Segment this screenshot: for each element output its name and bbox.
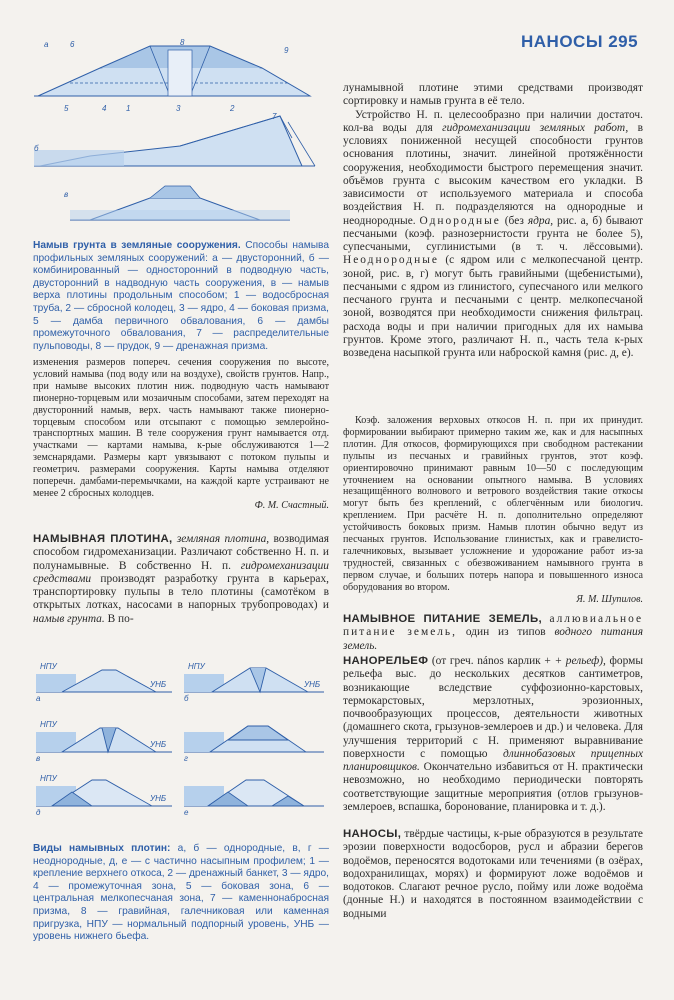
article-text-plotina-2: производят разработку грунта в карьерах, транспортировку пульпы в тело плотины (самотёком в открытых лотках, насосами в напорных трубопроводах) и xyxy=(33,572,329,612)
panel-b xyxy=(34,116,315,166)
fig1-num-4: 4 xyxy=(102,104,107,113)
figure-dam-types xyxy=(32,656,332,832)
fig1-num-9: 9 xyxy=(284,46,289,55)
article-text-nanosy: твёрдые частицы, к-рые образуются в результате эрозии поверхности водосборов, русл и абразии берегов водоёмов, переносятся водотоками или течениями (в озёрах, водохранилищах, морях) и формируют ложе водоёмов и водотоков. Слагают речное русло, пойму или ложе водоёма (донные Н.) и находятся в постоянном взаимодействии с водными xyxy=(343,828,643,920)
fig1-num-7: 7 xyxy=(272,112,277,121)
left-column-text xyxy=(33,357,329,512)
right-p3e: (с ядром или с мелкопесчаной центр. зоной, рис. в, г) могут быть гравийными (щебенистыми), песчаными с ядром из глинистого, супесчаного или мелкого песчаного грунта и песчаными с центр. мелкопесчаной зоной, возводятся при необходимости снижения фильтрац. расхода воды и при наличии пригодных для их намыва грунтов. Кроме этого, различают Н. п., часть тела к-рых возведена насыпкой грунта или наброской камня (рис. д, е). xyxy=(343,254,644,359)
fig2-label-npu-3: НПУ xyxy=(40,720,57,729)
article-pitanie-zemel xyxy=(343,613,643,653)
fig1-num-8: 8 xyxy=(180,38,185,47)
fig2-label-unb-1: УНБ xyxy=(150,680,167,689)
link-namyv-grunta[interactable]: намыв грунта. xyxy=(33,612,105,625)
fig1-num-3: 3 xyxy=(176,104,181,113)
fig2-label-unb-2: УНБ xyxy=(304,680,321,689)
figure-namyv-drawing xyxy=(30,38,330,234)
article-namyvnaya-plotina xyxy=(33,533,329,626)
article-text-plotina-1: возводимая способом гидромеханизации. Различают собственно Н. п. и полунамывные. В собственно Н. п. xyxy=(33,533,329,572)
article-head-nanorelief: НАНОРЕЛЬЕФ xyxy=(343,655,429,667)
fig1-label-a: а xyxy=(44,40,49,49)
fig1-num-1: 1 xyxy=(126,104,131,113)
right-p1: лунамывной плотине этими средствами производят сортировку и намыв грунта в её тело. xyxy=(343,82,643,108)
caption-dam-types xyxy=(33,843,329,944)
signature-shupilov: Я. М. Шупилов. xyxy=(576,593,643,605)
right-p2b: в условиях пониженной несущей способности грунтов основания плотины, значит. линейной протяжённости сооружения, необходимости быстрого перемещения значит. объёмов грунта с высоким качеством его укладки. В зависимости от используемого материала и способа воздействия Н. п. подразделяются на однородные и неоднородные. xyxy=(343,121,643,227)
link-vodnogo-pitaniya[interactable]: водного питания земель. xyxy=(343,626,643,652)
article-alt-pitanie: аллювиальное питание земель, xyxy=(343,613,643,639)
fig2-label-v: в xyxy=(36,754,41,763)
article-text-plotina-3: В по- xyxy=(107,612,134,625)
article-nanosy xyxy=(343,828,643,921)
page-header xyxy=(521,32,638,52)
fig2-label-b: б xyxy=(184,694,189,703)
article-head-nanosy: НАНОСЫ, xyxy=(343,828,402,840)
right-column xyxy=(343,82,643,360)
fig2-label-npu-4: НПУ xyxy=(40,774,57,783)
caption-namyv-title: Намыв грунта в земляные сооружения. xyxy=(33,240,241,251)
panel-v xyxy=(70,186,290,220)
article-nanorelief xyxy=(343,655,643,814)
right-p3d: Неоднородные xyxy=(343,254,439,267)
right-p4: Коэф. заложения верховых откосов Н. п. при их принудит. формировании выбирают примерно таким же, как и для насыпных плотин. Для откосов, формирующихся при свободном растекании пульпы из песчаных и гравийных грунтов, этот коэф. ориентировочно принимают равным 10—50 с последующим уточнением на основании опытного намыва. В условиях незащищённого волнового и ветрового воздействия такие откосы могут быть без креплений, с облегчённым или биологич. креплением. При расчёте Н. п. дополнительно определяют устойчивость боковых призм. Намыв плотин обычно ведут из песчаных грунтов. Использование глинистых, как и гравелисто-галечниковых, вызывает усложнение и удорожание работ из-за трудностей, связанных с обезвоживанием намывного грунта в первом случае, и больших потерь напора и повышенного износа оборудования во втором. xyxy=(343,415,643,593)
right-p2a: Устройство Н. п. целесообразно при наличии достаточ. кол-ва воды для xyxy=(343,108,643,134)
article-head-pitanie: НАМЫВНОЕ ПИТАНИЕ ЗЕМЕЛЬ, xyxy=(343,613,542,625)
fig1-label-b: б xyxy=(34,144,39,153)
right-p3b: (без xyxy=(504,214,524,227)
right-column-small xyxy=(343,415,643,606)
fig2-label-npu-2: НПУ xyxy=(188,662,205,671)
fig2-label-unb-4: УНБ xyxy=(150,794,167,803)
article-alt-plotina: земляная плотина, xyxy=(176,533,270,545)
article-head-plotina: НАМЫВНАЯ ПЛОТИНА, xyxy=(33,533,173,545)
fig1-num-6: 6 xyxy=(70,40,75,49)
fig1-label-v: в xyxy=(64,190,69,199)
page-header-title: НАНОСЫ xyxy=(521,32,603,51)
figure-dam-types-drawing xyxy=(32,656,332,832)
fig2-label-e: е xyxy=(184,808,189,817)
article-text-nanorelief-1: (от греч. nános карлик + xyxy=(431,655,551,667)
link-gidromekhanizatsii[interactable]: гидромеханизации средствами xyxy=(33,559,329,585)
fig2-label-a: а xyxy=(36,694,41,703)
fig1-num-2: 2 xyxy=(230,104,235,113)
right-p3c: рис. а, б) бывают песчаными (коэф. разнозернистости грунта не более 5), супесчаными, суглинистыми (в т. ч. лёссовыми). xyxy=(343,214,643,253)
caption-dam-types-title: Виды намывных плотин: xyxy=(33,843,171,854)
left-paragraph: изменения размеров попереч. сечения сооружения по высоте, условий намыва (под воду или на воздухе), свойств грунтов. Напр., при намыве высоких плотин ниж. подводную часть намывают пионерно-торцевым или мозаичным способами, затем переходят на двусторонний намыв, верх. часть намывают также пионерно-торцевым способом или отсыпают с помощью землеройно-транспортных машин. В теле сооружения грунт намывается отд. участками — картами намыва, к-рые обслуживаются 1—2 земснарядами. Размеры карт увязывают с потоком пульпы и геометрич. размерами сооружения. Карты намыва отделяют поперечн. дамбами-перемычками, на каждой карте устраивают не менее 2 сбросных колодцев. xyxy=(33,357,329,499)
panel-a xyxy=(34,46,310,96)
caption-dam-types-text: а, б — однородные, в, г — неоднородные, д, е — с частично насыпным профилем; 1 — крепление верхнего откоса, 2 — дренажный банкет, 3 — ядро, 4 — промежуточная зона, 5 — боковая зона, 6 — центральная мелкопесчаная зона, 7 — каменнонабросная призма, 8 — гравийная, галечниковая или каменная пригрузка, НПУ — нормальный подпорный уровень, УНБ — уровень нижнего бьефа. xyxy=(33,843,329,943)
fig2-label-g: г xyxy=(184,754,188,763)
fig1-num-5: 5 xyxy=(64,104,69,113)
page-number: 295 xyxy=(608,32,639,51)
fig2-label-npu-1: НПУ xyxy=(40,662,57,671)
caption-namyv-text: Способы намыва профильных земляных сооружений: а — двусторонний, б — комбинированный — односторонний в подводную часть, двусторонний в надводную часть сооружения, в — намыв верха плотины продольным способом; 1 — водосбросная труба, 2 — сбросной колодец, 3 — ядро, 4 — боковая призма, 5 — дамба первичного обвалования, 6 — дамбы промежуточного обвалования, 7 — распределительные пульповоды, 8 — прудок, 9 — дренажная призма. xyxy=(33,240,329,352)
figure-namyv-cross-sections xyxy=(30,38,330,234)
link-gidromekh-zemlyanykh-rabot[interactable]: гидромеханизации земляных работ, xyxy=(442,121,629,134)
link-yadra[interactable]: ядра, xyxy=(527,214,554,227)
link-relief[interactable]: + рельеф), xyxy=(554,655,606,667)
fig2-label-unb-3: УНБ xyxy=(150,740,167,749)
fig2-label-d: д xyxy=(36,808,41,817)
link-planirovshchikov[interactable]: длиннобазовых прицепных планировщиков. xyxy=(343,747,643,773)
signature-schastny: Ф. М. Счастный. xyxy=(254,499,329,511)
article-text-pitanie: один из типов xyxy=(465,626,546,639)
article-text-nanorelief-3: Окончательно избавиться от Н. практически невозможно, но необходимо периодически повторять соответствующие защитные мероприятия (отлов грызунов-землероев, вспашка, боронование, планировка и т. д.). xyxy=(343,761,643,813)
caption-namyv xyxy=(33,240,329,353)
right-p3a: Однородные xyxy=(419,214,501,227)
article-text-nanorelief-2: формы рельефа выс. до нескольких десятков сантиметров, возникающие вследствие суффозионно-карстовых, термокарстовых, мерзлотных, эрозионных, почвообразующих процессов, деятельности животных (домашнего скота, грызунов-землероев и др.) и человека. Для улучшения территорий с Н. применяют выравнивание поверхности с помощью xyxy=(343,655,644,760)
